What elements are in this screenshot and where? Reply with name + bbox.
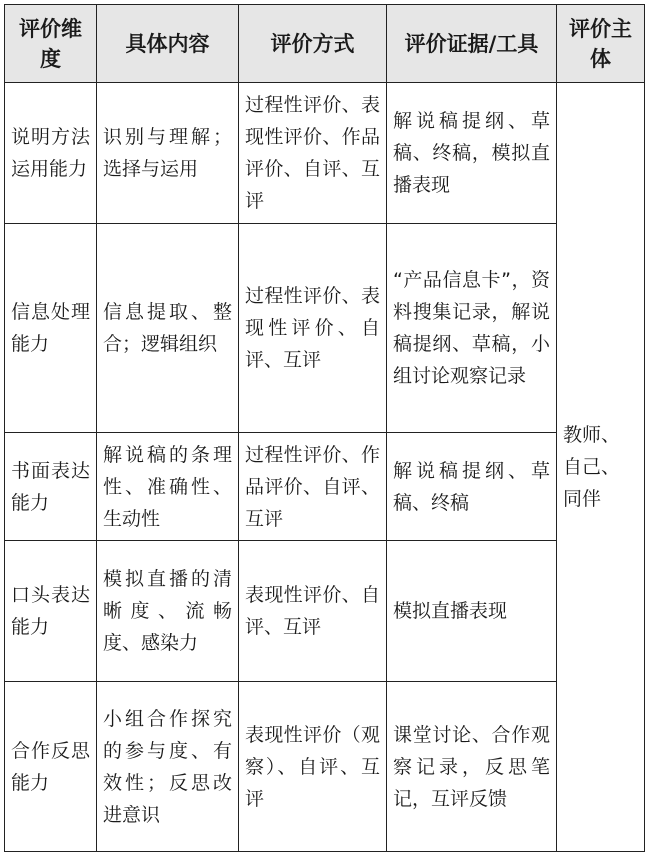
cell-content: 模拟直播的清晰度、流畅度、感染力 <box>97 541 239 682</box>
header-method: 评价方式 <box>239 5 387 83</box>
cell-dimension: 书面表达能力 <box>5 433 97 541</box>
header-row <box>5 5 645 83</box>
cell-evidence: 解说稿提纲、草稿、终稿，模拟直播表现 <box>387 83 557 224</box>
header-dimension: 评价维度 <box>5 5 97 83</box>
cell-dimension: 合作反思能力 <box>5 682 97 852</box>
cell-dimension: 信息处理能力 <box>5 224 97 433</box>
cell-content: 识别与理解；选择与运用 <box>97 83 239 224</box>
table-row <box>5 224 645 433</box>
cell-evidence: 课堂讨论、合作观察记录，反思笔记，互评反馈 <box>387 682 557 852</box>
table-row <box>5 83 645 224</box>
table-row <box>5 541 645 682</box>
cell-dimension: 说明方法运用能力 <box>5 83 97 224</box>
cell-method: 过程性评价、表现性评价、作品评价、自评、互评 <box>239 83 387 224</box>
cell-method: 过程性评价、作品评价、自评、互评 <box>239 433 387 541</box>
cell-evidence: 模拟直播表现 <box>387 541 557 682</box>
cell-evidence: “产品信息卡”，资料搜集记录，解说稿提纲、草稿，小组讨论观察记录 <box>387 224 557 433</box>
cell-content: 信息提取、整合；逻辑组织 <box>97 224 239 433</box>
cell-subject: 教师、自己、同伴 <box>557 83 645 852</box>
cell-method: 过程性评价、表现性评价、自评、互评 <box>239 224 387 433</box>
cell-content: 小组合作探究的参与度、有效性；反思改进意识 <box>97 682 239 852</box>
evaluation-table <box>4 4 645 852</box>
cell-evidence: 解说稿提纲、草稿、终稿 <box>387 433 557 541</box>
table-row <box>5 682 645 852</box>
header-evidence: 评价证据/工具 <box>387 5 557 83</box>
cell-content: 解说稿的条理性、准确性、生动性 <box>97 433 239 541</box>
header-subject: 评价主体 <box>557 5 645 83</box>
cell-dimension: 口头表达能力 <box>5 541 97 682</box>
cell-method: 表现性评价（观察）、自评、互评 <box>239 682 387 852</box>
table-row <box>5 433 645 541</box>
header-content: 具体内容 <box>97 5 239 83</box>
cell-method: 表现性评价、自评、互评 <box>239 541 387 682</box>
